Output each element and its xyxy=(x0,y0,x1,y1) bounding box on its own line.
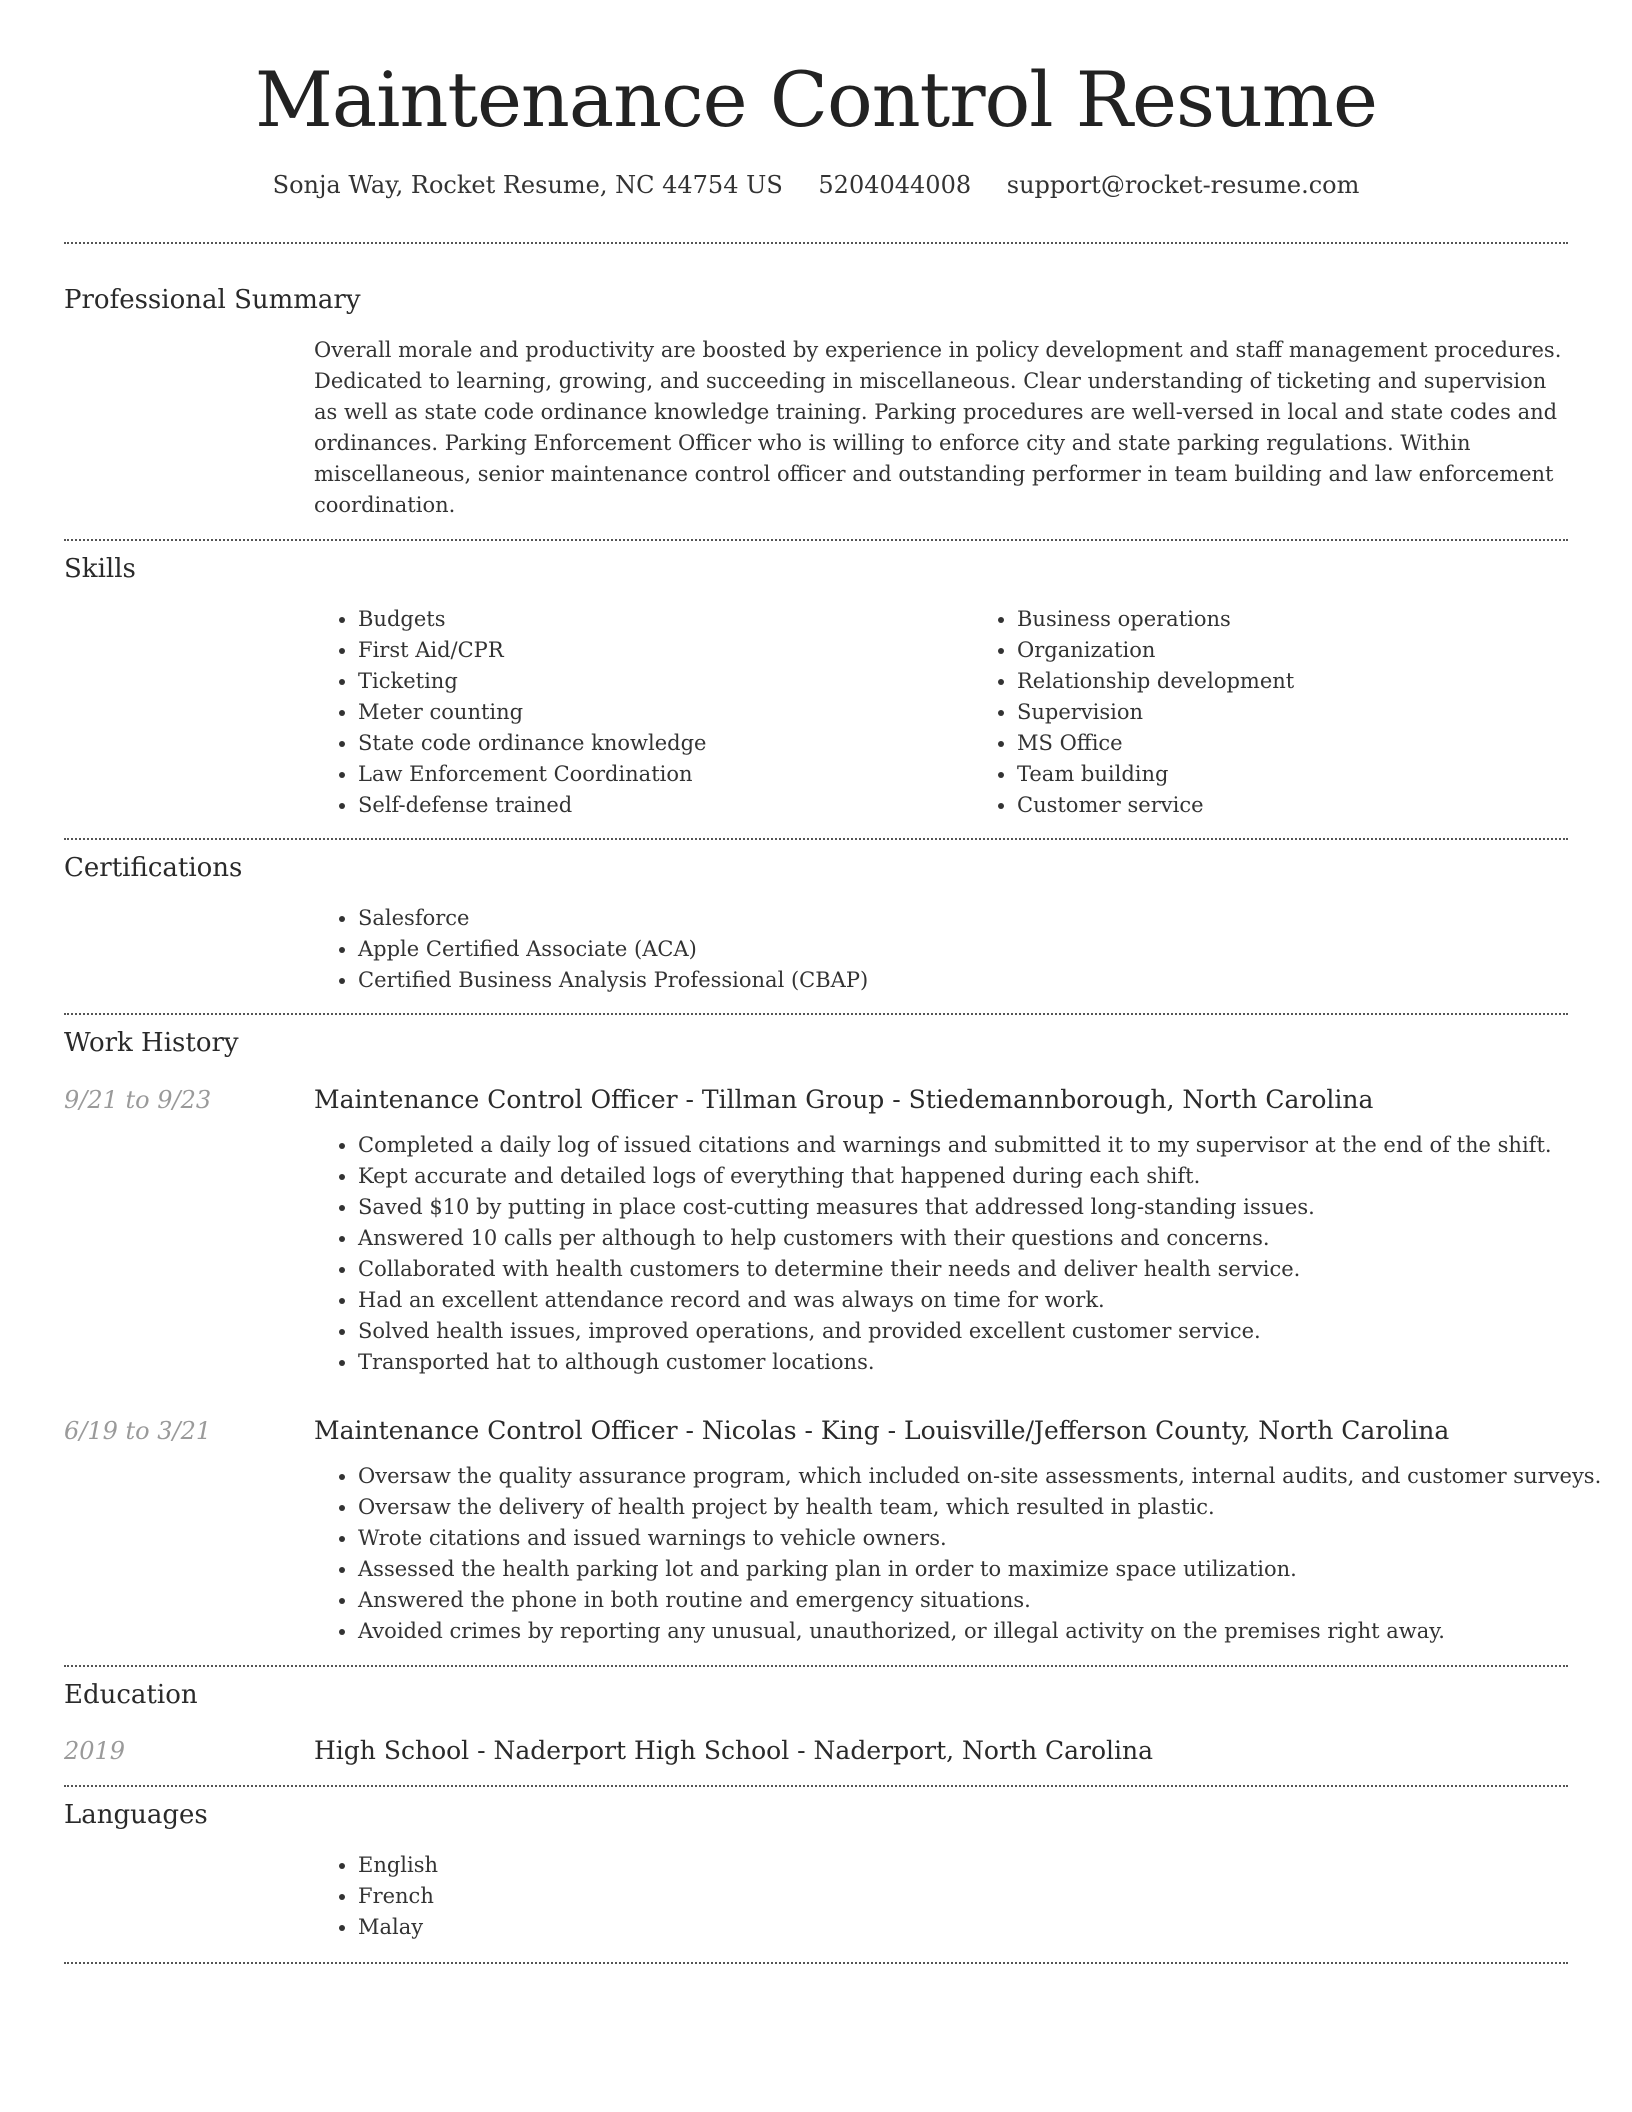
list-item: • Meter counting xyxy=(358,697,973,728)
divider xyxy=(64,1665,1568,1667)
job-dates: 6/19 to 3/21 xyxy=(64,1417,212,1445)
list-item: • Budgets xyxy=(358,604,973,635)
list-item: • MS Office xyxy=(1017,728,1632,759)
list-item: • Avoided crimes by reporting any unusual, unauthorized, or illegal activity on the premises right away. xyxy=(358,1616,1601,1647)
work-history-section xyxy=(64,1025,1602,1647)
divider xyxy=(64,1962,1568,1964)
divider xyxy=(64,838,1568,840)
languages-section xyxy=(64,1797,1568,1943)
job-title: Maintenance Control Officer - Tillman Group - Stiedemannborough, North Carolina xyxy=(314,1085,1374,1114)
list-item: • Relationship development xyxy=(1017,666,1632,697)
languages-spacer xyxy=(64,1850,314,1943)
contact-address: Sonja Way, Rocket Resume, NC 44754 US xyxy=(272,171,783,199)
education-title: High School - Naderport High School - Naderport, North Carolina xyxy=(314,1736,1154,1765)
list-item: • First Aid/CPR xyxy=(358,635,973,666)
job-bullets xyxy=(314,1461,1601,1647)
job-title: Maintenance Control Officer - Nicolas - King - Louisville/Jefferson County, North Carolina xyxy=(314,1416,1450,1445)
list-item: • Assessed the health parking lot and parking plan in order to maximize space utilization. xyxy=(358,1554,1601,1585)
summary-spacer xyxy=(64,335,314,521)
skills-spacer xyxy=(64,604,314,821)
list-item: • Apple Certified Associate (ACA) xyxy=(358,934,1568,965)
list-item: • Oversaw the quality assurance program, which included on-site assessments, internal audits, and customer surveys. xyxy=(358,1461,1601,1492)
list-item: • Transported hat to although customer locations. xyxy=(358,1347,1568,1378)
job-bullets xyxy=(314,1130,1568,1378)
contact-phone: 5204044008 xyxy=(818,171,972,199)
divider xyxy=(64,539,1568,541)
certifications-heading: Certifications xyxy=(64,853,243,883)
contact-line xyxy=(64,168,1568,202)
list-item: • Completed a daily log of issued citations and warnings and submitted it to my supervisor at the end of the shift. xyxy=(358,1130,1568,1161)
list-item: • English xyxy=(358,1850,1568,1881)
skills-list-right xyxy=(973,604,1632,821)
list-item: • Salesforce xyxy=(358,903,1568,934)
list-item: • French xyxy=(358,1881,1568,1912)
education-entry xyxy=(64,1734,1568,1768)
education-year: 2019 xyxy=(64,1737,126,1765)
list-item: • Answered the phone in both routine and emergency situations. xyxy=(358,1585,1601,1616)
skills-heading: Skills xyxy=(64,554,136,584)
list-item: • Saved $10 by putting in place cost-cutting measures that addressed long-standing issues. xyxy=(358,1192,1568,1223)
list-item: • State code ordinance knowledge xyxy=(358,728,973,759)
list-item: • Had an excellent attendance record and was always on time for work. xyxy=(358,1285,1568,1316)
summary-section xyxy=(64,282,1568,521)
list-item: • Answered 10 calls per although to help customers with their questions and concerns. xyxy=(358,1223,1568,1254)
summary-heading: Professional Summary xyxy=(64,285,361,315)
divider xyxy=(64,1785,1568,1787)
list-item: • Business operations xyxy=(1017,604,1632,635)
job-entry xyxy=(64,1083,1568,1378)
divider xyxy=(64,1013,1568,1015)
list-item: • Supervision xyxy=(1017,697,1632,728)
certifications-spacer xyxy=(64,903,314,996)
list-item: • Solved health issues, improved operations, and provided excellent customer service. xyxy=(358,1316,1568,1347)
certifications-list xyxy=(314,903,1568,996)
languages-heading: Languages xyxy=(64,1800,208,1830)
work-history-heading: Work History xyxy=(64,1028,239,1058)
list-item: • Ticketing xyxy=(358,666,973,697)
list-item: • Collaborated with health customers to determine their needs and deliver health service. xyxy=(358,1254,1568,1285)
education-heading: Education xyxy=(64,1680,198,1710)
resume-page xyxy=(64,0,1602,1964)
contact-email: support@rocket-resume.com xyxy=(1006,171,1360,199)
list-item: • Malay xyxy=(358,1912,1568,1943)
list-item: • Team building xyxy=(1017,759,1632,790)
list-item: • Law Enforcement Coordination xyxy=(358,759,973,790)
list-item: • Certified Business Analysis Professional (CBAP) xyxy=(358,965,1568,996)
list-item: • Self-defense trained xyxy=(358,790,973,821)
job-entry xyxy=(64,1414,1602,1647)
education-section xyxy=(64,1677,1568,1768)
summary-text: Overall morale and productivity are boosted by experience in policy development and staff management procedures. Dedicated to learning, growing, and succeeding in miscellaneous. Clear understanding of ticketing and supervision as well as state code ordinance knowledge training. Parking procedures are well-versed in local and state codes and ordinances. Parking Enforcement Officer who is willing to enforce city and state parking regulations. Within miscellaneous, senior maintenance control officer and outstanding performer in team building and law enforcement coordination. xyxy=(314,338,1562,517)
certifications-section xyxy=(64,850,1568,996)
list-item: • Customer service xyxy=(1017,790,1632,821)
languages-list xyxy=(314,1850,1568,1943)
skills-list-left xyxy=(314,604,973,821)
list-item: • Oversaw the delivery of health project by health team, which resulted in plastic. xyxy=(358,1492,1601,1523)
divider xyxy=(64,242,1568,244)
resume-title: Maintenance Control Resume xyxy=(255,55,1377,144)
list-item: • Kept accurate and detailed logs of everything that happened during each shift. xyxy=(358,1161,1568,1192)
job-dates: 9/21 to 9/23 xyxy=(64,1086,212,1114)
skills-section xyxy=(64,551,1568,821)
list-item: • Organization xyxy=(1017,635,1632,666)
list-item: • Wrote citations and issued warnings to vehicle owners. xyxy=(358,1523,1601,1554)
